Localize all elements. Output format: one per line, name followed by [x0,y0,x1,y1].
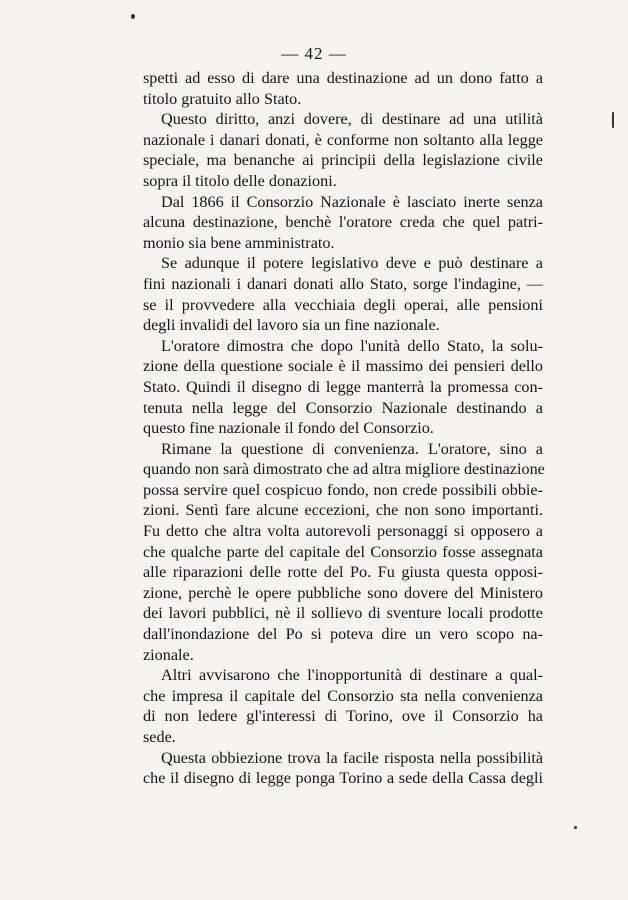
text-line: di non ledere gl'interessi di Torino, ove il Consorzio ha [143,707,543,726]
text-line: Altri avvisarono che l'inopportunità di destinare a qual- [161,666,543,685]
text-line: Rimane la questione di convenienza. L'oratore, sino a [161,439,543,458]
text-line: Dal 1866 il Consorzio Nazionale è lasciato inerte senza [161,192,543,211]
paragraph-5 [143,336,543,439]
text-line: questo fine nazionale il fondo del Consorzio. [143,419,434,438]
text-line: titolo gratuito allo Stato. [143,89,302,108]
text-line: L'oratore dimostra che dopo l'unità dello Stato, la solu- [161,336,543,355]
paragraph-3 [143,192,543,254]
text-line: speciale, ma benanche ai principii della legislazione civile [143,151,543,170]
text-line: monio sia bene amministrato. [143,233,335,252]
text-line: che il disegno di legge ponga Torino a sede della Cassa degli [143,769,543,788]
text-line: Fu detto che altra volta autorevoli personaggi si opposero a [143,522,543,541]
text-line: possa servire quel cospicuo fondo, non crede possibili obbie- [143,480,543,499]
ink-speck [131,14,135,19]
text-line: Questa obbiezione trova la facile risposta nella possibilità [161,748,543,767]
paragraph-2 [143,109,543,191]
ink-speck [612,112,614,128]
text-line: che impresa il capitale del Consorzio sta nella convenienza [143,686,543,705]
paragraph-8 [143,748,543,789]
ink-speck [574,826,577,829]
text-line: zione, perchè le opere pubbliche sono dovere del Ministero [143,583,543,602]
text-line: dall'inondazione del Po si poteva dire un vero scopo na- [143,625,543,644]
text-line: zioni. Sentì fare alcune eccezioni, che non sono importanti. [143,501,543,520]
text-line: Stato. Quindi il disegno di legge manterrà la promessa con- [143,377,543,396]
text-line: che qualche parte del capitale del Consorzio fosse assegnata [143,542,543,561]
body-text [143,68,543,789]
text-line: Se adunque il potere legislativo deve e può destinare a [161,254,543,273]
text-line: Questo diritto, anzi dovere, di destinare ad una utilità [161,110,543,129]
text-line: tenuta nella legge del Consorzio Nazionale destinando a [143,398,543,417]
text-line: fini nazionali i danari donati allo Stato, sorge l'indagine, — [143,274,543,293]
paragraph-7 [143,665,543,747]
text-line: spetti ad esso di dare una destinazione ad un dono fatto a [143,69,543,87]
text-line: zione della questione sociale è il massimo dei pensieri dello [143,357,543,376]
paragraph-1 [143,68,543,109]
paragraph-6 [143,439,543,666]
paragraph-4 [143,253,543,335]
text-line: zionale. [143,645,194,664]
text-line: degli invalidi del lavoro sia un fine nazionale. [143,316,440,335]
text-line: sede. [143,728,176,746]
text-line: se il provvedere alla vecchiaia degli operai, alle pensioni [143,295,543,314]
text-line: alcuna destinazione, benchè l'oratore creda che quel patri- [143,213,543,232]
text-line: nazionale i danari donati, è conforme non soltanto alla legge [143,130,543,149]
text-line: sopra il titolo delle donazioni. [143,171,337,190]
text-line: alle riparazioni delle rotte del Po. Fu giusta questa opposi- [143,563,543,582]
text-line: quando non sarà dimostrato che ad altra migliore destinazione [143,460,545,479]
page-number: — 42 — [281,44,347,63]
text-line: dei lavori pubblici, nè il sollievo di sventure locali prodotte [143,604,543,623]
